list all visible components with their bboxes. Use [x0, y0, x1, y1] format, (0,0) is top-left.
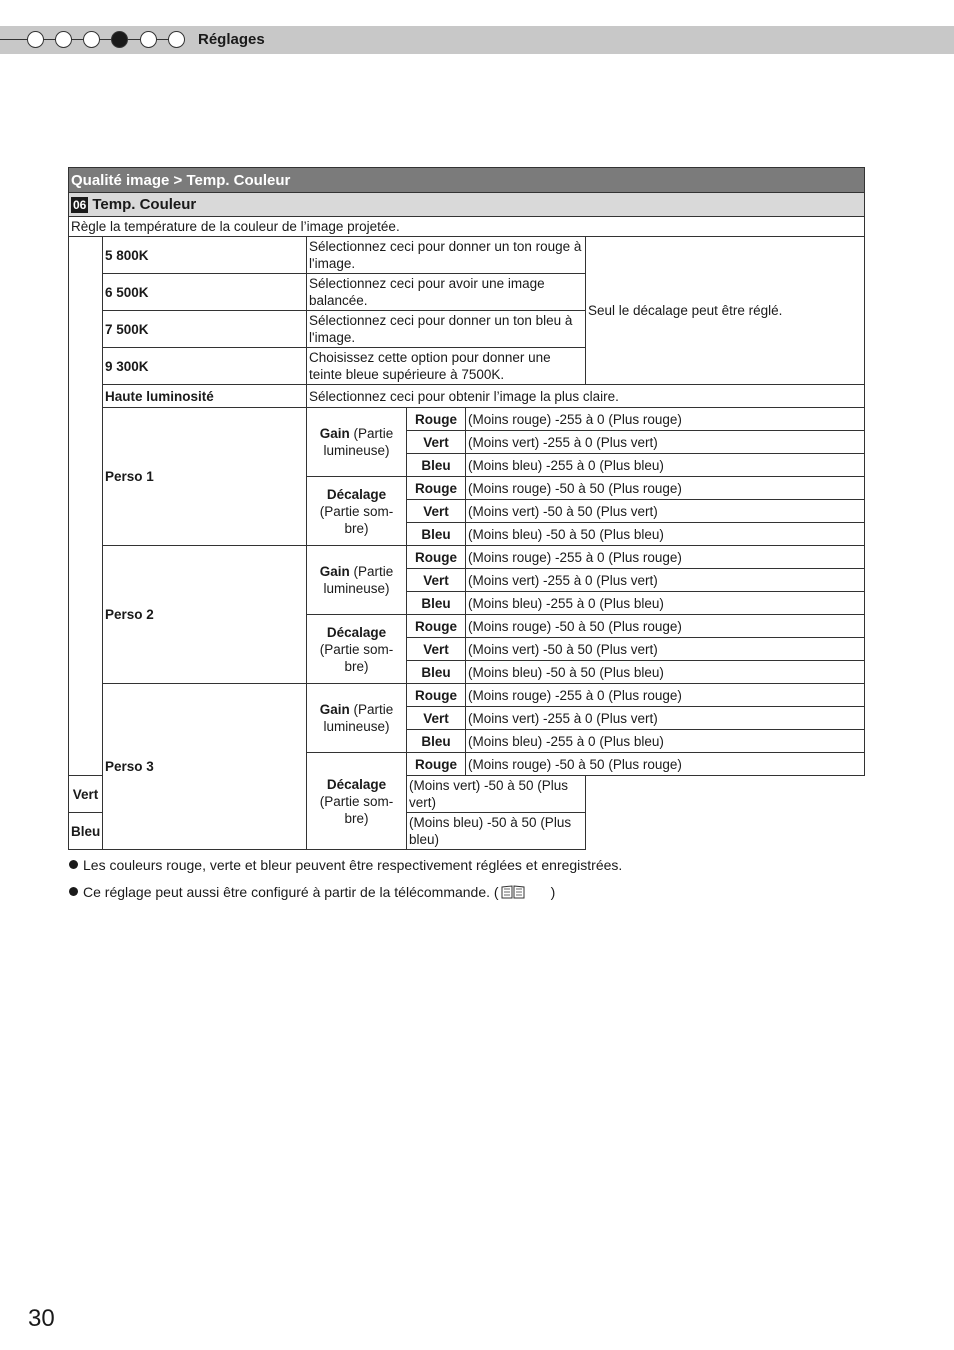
range-value: (Moins bleu) -255 à 0 (Plus bleu) — [466, 454, 865, 477]
indent-cell — [69, 237, 103, 776]
preset-desc: Sélectionnez ceci pour donner un ton rouge à l'image. — [307, 237, 586, 274]
table-row — [69, 237, 865, 274]
gain-label: Gain (Partie lumineuse) — [307, 408, 407, 477]
step-dot — [55, 31, 72, 48]
offset-label: Décalage (Partie som-bre) — [307, 615, 407, 684]
offset-label: Décalage (Partie som-bre) — [307, 477, 407, 546]
perso-label: Perso 2 — [103, 546, 307, 684]
perso-label: Perso 1 — [103, 408, 307, 546]
channel-label: Bleu — [407, 454, 466, 477]
description: Règle la température de la couleur de l’image projetée. — [69, 217, 865, 237]
channel-label: Rouge — [407, 684, 466, 707]
preset-desc: Sélectionnez ceci pour donner un ton bleu à l'image. — [307, 311, 586, 348]
haute-label: Haute luminosité — [103, 385, 307, 408]
gain-label: Gain (Partie lumineuse) — [307, 684, 407, 753]
note-text: Ce réglage peut aussi être configuré à partir de la télécommande. ( — [83, 884, 499, 900]
item-number-badge: 06 — [73, 198, 87, 212]
item-name: Temp. Couleur — [92, 196, 197, 213]
range-value: (Moins bleu) -50 à 50 (Plus bleu) — [407, 813, 586, 850]
preset-label: 5 800K — [103, 237, 307, 274]
gain-label: Gain (Partie lumineuse) — [307, 546, 407, 615]
range-value: (Moins rouge) -50 à 50 (Plus rouge) — [466, 615, 865, 638]
channel-label: Rouge — [407, 615, 466, 638]
item-row — [69, 193, 865, 217]
notes — [68, 856, 622, 910]
range-value: (Moins vert) -255 à 0 (Plus vert) — [466, 569, 865, 592]
table-title: Qualité image > Temp. Couleur — [69, 168, 865, 193]
channel-label: Vert — [407, 431, 466, 454]
range-value: (Moins bleu) -255 à 0 (Plus bleu) — [466, 730, 865, 753]
channel-label: Vert — [407, 500, 466, 523]
range-value: (Moins vert) -50 à 50 (Plus vert) — [466, 638, 865, 661]
channel-label: Bleu — [407, 592, 466, 615]
preset-label: 7 500K — [103, 311, 307, 348]
page-number: 30 — [28, 1305, 55, 1332]
note-close: ) — [550, 884, 556, 900]
channel-label: Rouge — [407, 546, 466, 569]
step-dot — [83, 31, 100, 48]
channel-label: Rouge — [407, 477, 466, 500]
channel-label: Bleu — [69, 813, 103, 850]
note-item — [68, 856, 622, 883]
range-value: (Moins rouge) -255 à 0 (Plus rouge) — [466, 408, 865, 431]
header-bar — [0, 26, 954, 54]
range-value: (Moins rouge) -255 à 0 (Plus rouge) — [466, 684, 865, 707]
note-item — [68, 883, 622, 910]
table-row — [69, 684, 865, 707]
note-text: Les couleurs rouge, verte et bleur peuvent être respectivement réglées et enregistrées. — [83, 857, 623, 873]
perso-label: Perso 3 — [103, 684, 307, 850]
table-row — [69, 546, 865, 569]
range-value: (Moins bleu) -50 à 50 (Plus bleu) — [466, 523, 865, 546]
channel-label: Vert — [407, 569, 466, 592]
range-value: (Moins rouge) -50 à 50 (Plus rouge) — [466, 753, 865, 776]
preset-label: 9 300K — [103, 348, 307, 385]
range-value: (Moins rouge) -255 à 0 (Plus rouge) — [466, 546, 865, 569]
channel-label: Bleu — [407, 523, 466, 546]
description-row — [69, 217, 865, 237]
haute-desc: Sélectionnez ceci pour obtenir l’image la plus claire. — [307, 385, 865, 408]
table-title-row — [69, 168, 865, 193]
book-icon — [501, 885, 525, 899]
section-label: Réglages — [198, 31, 265, 48]
table-row — [69, 385, 865, 408]
range-value: (Moins vert) -50 à 50 (Plus vert) — [466, 500, 865, 523]
settings-table — [68, 167, 865, 850]
channel-label: Vert — [407, 638, 466, 661]
range-value: (Moins vert) -50 à 50 (Plus vert) — [407, 776, 586, 813]
table-row — [69, 408, 865, 431]
range-value: (Moins vert) -255 à 0 (Plus vert) — [466, 431, 865, 454]
preset-label: 6 500K — [103, 274, 307, 311]
range-value: (Moins rouge) -50 à 50 (Plus rouge) — [466, 477, 865, 500]
channel-label: Bleu — [407, 730, 466, 753]
step-dot — [27, 31, 44, 48]
range-value: (Moins bleu) -255 à 0 (Plus bleu) — [466, 592, 865, 615]
offset-label: Décalage (Partie som-bre) — [307, 753, 407, 850]
step-dot-active — [111, 31, 128, 48]
range-value: (Moins bleu) -50 à 50 (Plus bleu) — [466, 661, 865, 684]
step-dot — [168, 31, 185, 48]
item-heading — [69, 193, 865, 217]
channel-label: Rouge — [407, 753, 466, 776]
channel-label: Vert — [407, 707, 466, 730]
preset-desc: Choisissez cette option pour donner une teinte bleue supérieure à 7500K. — [307, 348, 586, 385]
range-value: (Moins vert) -255 à 0 (Plus vert) — [466, 707, 865, 730]
preset-note: Seul le décalage peut être réglé. — [586, 237, 865, 385]
step-dot — [140, 31, 157, 48]
channel-label: Bleu — [407, 661, 466, 684]
channel-label: Rouge — [407, 408, 466, 431]
preset-desc: Sélectionnez ceci pour avoir une image balancée. — [307, 274, 586, 311]
channel-label: Vert — [69, 776, 103, 813]
